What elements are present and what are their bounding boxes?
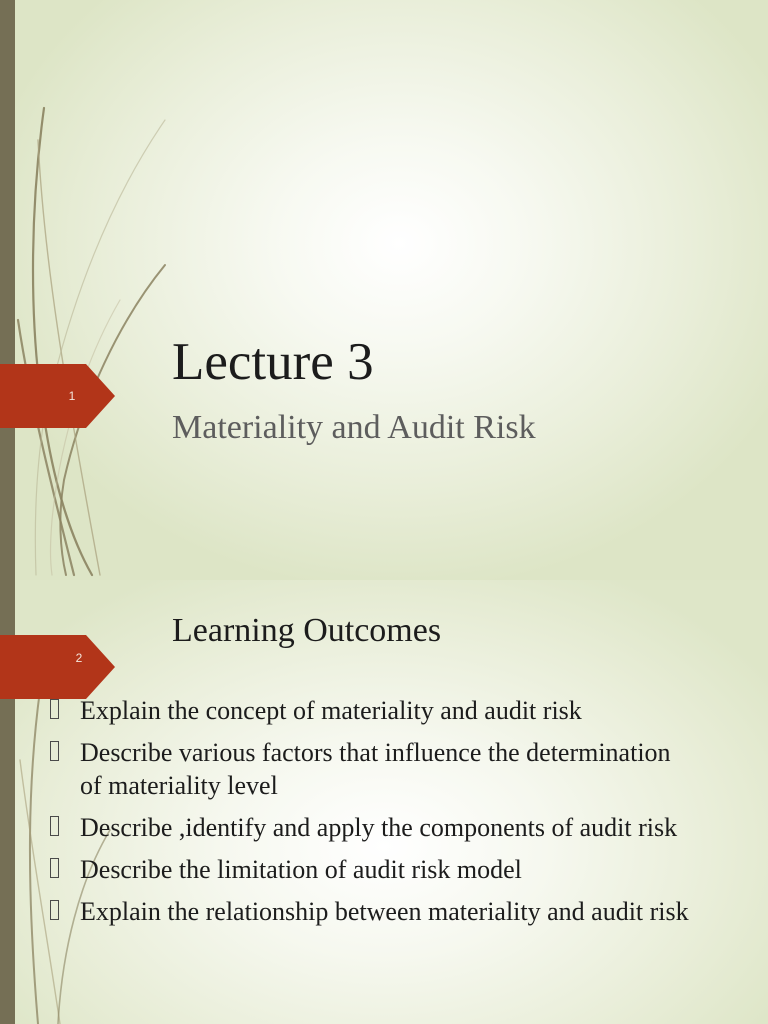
list-item-text: Describe the limitation of audit risk model [80, 855, 522, 884]
list-item-text: Explain the relationship between materiality and audit risk [80, 897, 689, 926]
slide-subtitle: Materiality and Audit Risk [172, 409, 536, 446]
square-bullet-icon [50, 858, 59, 878]
square-bullet-icon [50, 741, 59, 761]
square-bullet-icon [50, 900, 59, 920]
slide-title: Lecture 3 [172, 333, 374, 391]
slide-heading: Learning Outcomes [172, 612, 442, 649]
decorative-curves [0, 0, 200, 580]
list-item-text: Describe various factors that influence the determination of materiality level [80, 738, 671, 800]
list-item [50, 895, 690, 928]
learning-outcomes-slide [0, 580, 768, 1024]
list-item [50, 811, 690, 844]
list-item [50, 736, 690, 802]
learning-outcomes-list [50, 694, 690, 937]
list-item [50, 853, 690, 886]
square-bullet-icon [50, 816, 59, 836]
slide-number: 2 [75, 651, 83, 665]
slide-number: 1 [68, 389, 76, 403]
list-item-text: Describe ,identify and apply the components of audit risk [80, 813, 678, 842]
list-item [50, 694, 690, 727]
square-bullet-icon [50, 699, 59, 719]
list-item-text: Explain the concept of materiality and audit risk [80, 696, 582, 725]
